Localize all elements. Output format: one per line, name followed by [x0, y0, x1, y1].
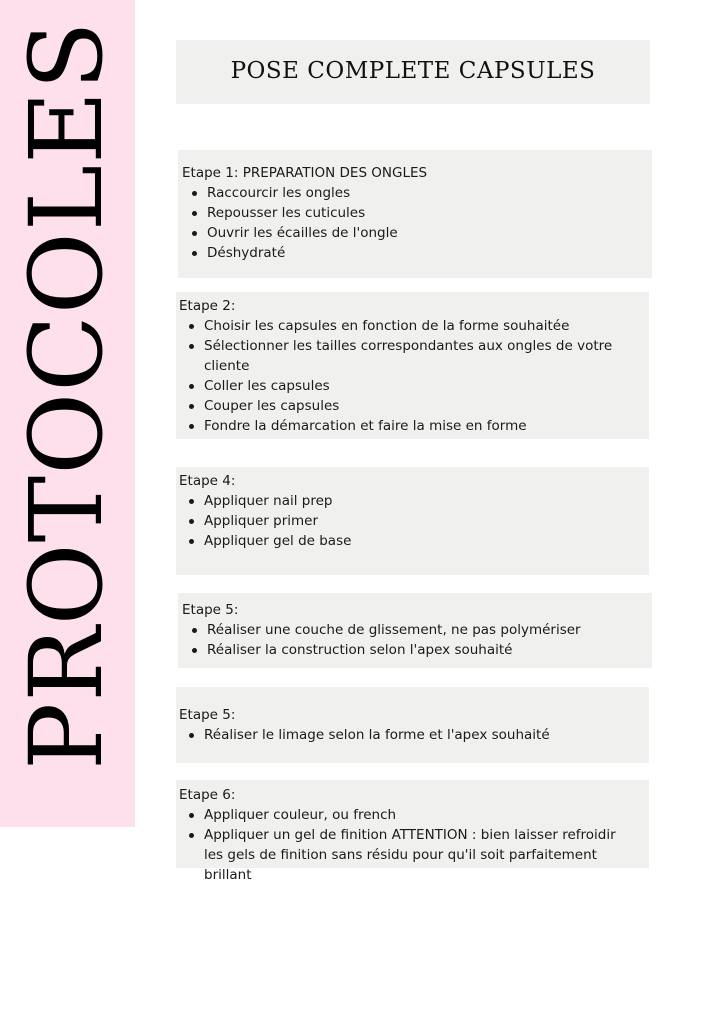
step-list	[179, 491, 649, 551]
step-card-6	[176, 780, 649, 883]
list-item: Appliquer gel de base	[204, 531, 649, 551]
list-item: Raccourcir les ongles	[207, 183, 652, 203]
list-item: Appliquer couleur, ou french	[204, 805, 637, 825]
step-title: Etape 5:	[179, 707, 236, 723]
list-item: Appliquer nail prep	[204, 491, 649, 511]
header-box	[176, 40, 650, 104]
list-item: Ouvrir les écailles de l'ongle	[207, 223, 652, 243]
list-item: Coller les capsules	[204, 376, 649, 396]
list-item: Couper les capsules	[204, 396, 649, 416]
step-list	[179, 316, 649, 436]
step-card-2	[176, 292, 649, 439]
list-item: Appliquer un gel de finition ATTENTION : bien laisser refroidir les gels de finition sans résidu pour qu'il soit parfaitement brillant	[204, 825, 637, 885]
sidebar-band	[0, 0, 135, 827]
list-item: Réaliser une couche de glissement, ne pas polymériser	[207, 620, 652, 640]
list-item: Réaliser la construction selon l'apex souhaité	[207, 640, 652, 660]
step-title: Etape 1: PREPARATION DES ONGLES	[182, 165, 428, 181]
step-title: Etape 2:	[179, 298, 236, 314]
step-card-5	[176, 687, 649, 763]
list-item: Réaliser le limage selon la forme et l'apex souhaité	[204, 725, 649, 745]
step-title: Etape 5:	[182, 602, 239, 618]
list-item: Sélectionner les tailles correspondantes aux ongles de votre cliente	[204, 336, 649, 376]
step-card-1	[178, 150, 652, 278]
list-item: Appliquer primer	[204, 511, 649, 531]
step-card-3	[176, 467, 649, 575]
step-list	[182, 620, 652, 660]
sidebar-title: PROTOCOLES	[8, 20, 125, 770]
list-item: Repousser les cuticules	[207, 203, 652, 223]
list-item: Choisir les capsules en fonction de la forme souhaitée	[204, 316, 649, 336]
step-list	[179, 805, 637, 885]
step-list	[179, 725, 649, 745]
list-item: Déshydraté	[207, 243, 652, 263]
page-title: POSE COMPLETE CAPSULES	[230, 58, 596, 84]
step-card-4	[178, 593, 652, 668]
list-item: Fondre la démarcation et faire la mise en forme	[204, 416, 649, 436]
step-title: Etape 6:	[179, 787, 236, 803]
step-list	[182, 183, 652, 263]
step-title: Etape 4:	[179, 473, 236, 489]
